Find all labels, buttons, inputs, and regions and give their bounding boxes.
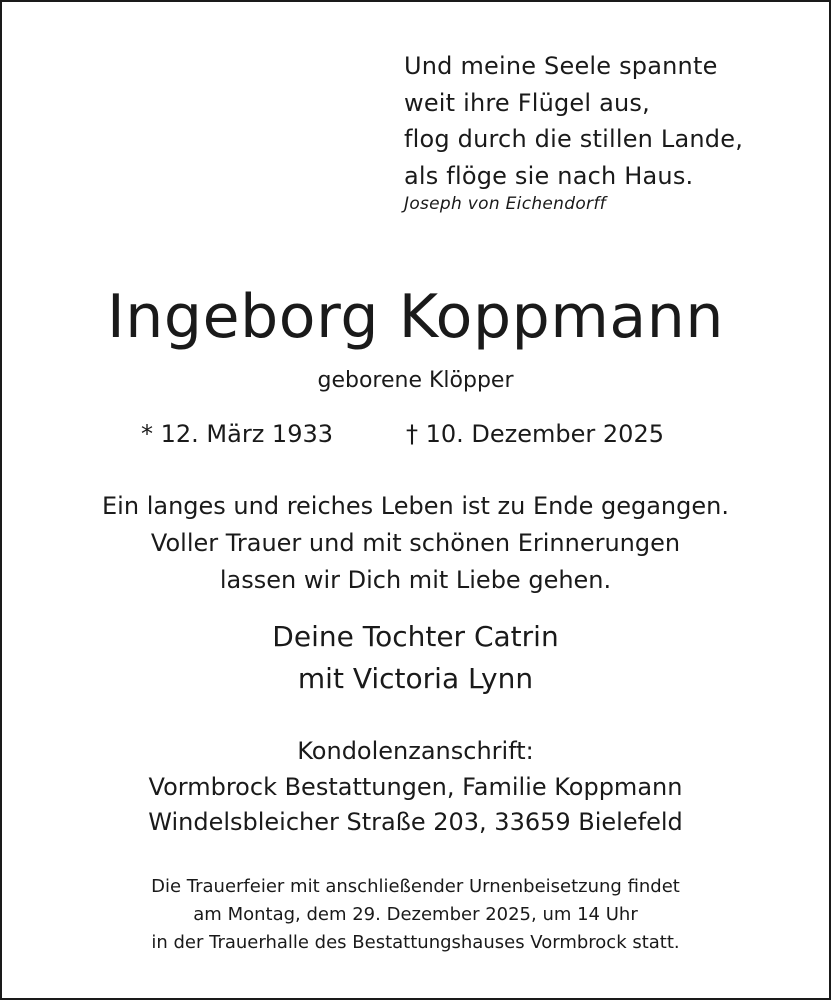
death-date: † 10. Dezember 2025 [406, 420, 664, 448]
condolence-address [2, 734, 829, 841]
condolence-heading: Kondolenzanschrift: [297, 737, 534, 765]
service-line: Die Trauerfeier mit anschließender Urnenbeisetzung findet [151, 876, 680, 897]
message-line: lassen wir Dich mit Liebe gehen. [219, 566, 612, 594]
poem-line: flog durch die stillen Lande, [404, 125, 744, 153]
message-line: Voller Trauer und mit schönen Erinnerungen [150, 529, 681, 557]
condolence-line: Vormbrock Bestattungen, Familie Koppmann [148, 772, 683, 801]
deceased-name: Ingeborg Koppmann [107, 282, 724, 352]
mourner-line: mit Victoria Lynn [297, 662, 534, 695]
poem-line: als flöge sie nach Haus. [404, 161, 694, 190]
poem-line: weit ihre Flügel aus, [404, 88, 650, 117]
message-line: Ein langes und reiches Leben ist zu Ende gegangen. [102, 492, 729, 520]
farewell-message [2, 488, 829, 599]
poem-line: Und meine Seele spannte [404, 52, 718, 80]
birth-date: * 12. März 1933 [141, 420, 334, 448]
funeral-service-info [2, 873, 829, 957]
poem-author: Joseph von Eichendorff [404, 194, 606, 214]
poem [404, 48, 743, 194]
service-line: am Montag, dem 29. Dezember 2025, um 14 Uhr [193, 904, 638, 925]
maiden-name: geborene Klöpper [317, 368, 514, 393]
service-line: in der Trauerhalle des Bestattungshauses Vormbrock statt. [151, 932, 680, 953]
mourners [2, 616, 829, 700]
mourner-line: Deine Tochter Catrin [272, 620, 559, 653]
condolence-line: Windelsbleicher Straße 203, 33659 Bielefeld [148, 808, 683, 836]
